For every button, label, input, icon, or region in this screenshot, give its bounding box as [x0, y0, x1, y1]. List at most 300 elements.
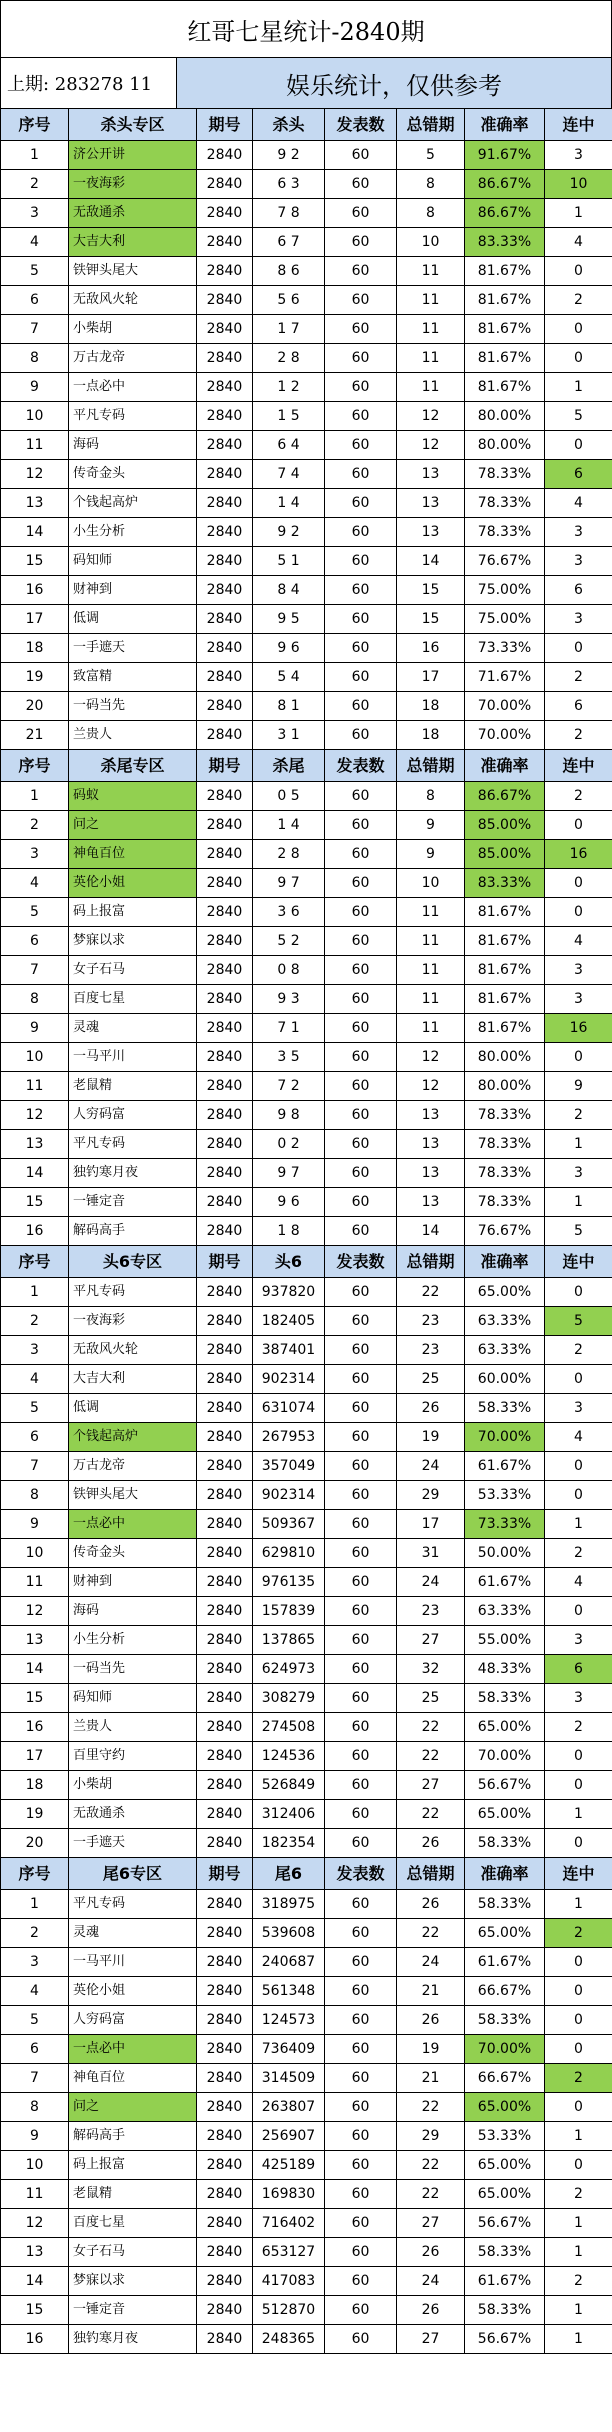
- column-header-streak: 连中: [545, 1858, 612, 1890]
- cell-index: 18: [1, 1771, 69, 1800]
- cell-period: 2840: [197, 1948, 253, 1977]
- cell-prediction: 3 1: [253, 721, 325, 750]
- cell-index: 15: [1, 547, 69, 576]
- cell-accuracy: 58.33%: [465, 1684, 545, 1713]
- cell-streak: 3: [545, 1159, 612, 1188]
- cell-published: 60: [325, 2180, 397, 2209]
- cell-period: 2840: [197, 431, 253, 460]
- cell-period: 2840: [197, 1423, 253, 1452]
- column-header-published: 发表数: [325, 1858, 397, 1890]
- column-header-index: 序号: [1, 109, 69, 141]
- page-title: 红哥七星统计-2840期: [0, 0, 612, 57]
- cell-accuracy: 61.67%: [465, 2267, 545, 2296]
- cell-period: 2840: [197, 518, 253, 547]
- cell-errors: 11: [397, 315, 465, 344]
- cell-prediction: 9 8: [253, 1101, 325, 1130]
- cell-prediction: 976135: [253, 1568, 325, 1597]
- cell-prediction: 9 3: [253, 985, 325, 1014]
- cell-period: 2840: [197, 576, 253, 605]
- cell-accuracy: 66.67%: [465, 1977, 545, 2006]
- cell-accuracy: 81.67%: [465, 1014, 545, 1043]
- column-header-errors: 总错期: [397, 750, 465, 782]
- cell-errors: 27: [397, 1771, 465, 1800]
- column-header-period: 期号: [197, 109, 253, 141]
- cell-accuracy: 75.00%: [465, 576, 545, 605]
- cell-prediction: 631074: [253, 1394, 325, 1423]
- cell-prediction: 9 7: [253, 869, 325, 898]
- cell-name: 财神到: [69, 576, 197, 605]
- cell-errors: 27: [397, 1626, 465, 1655]
- cell-published: 60: [325, 1919, 397, 1948]
- cell-accuracy: 58.33%: [465, 2238, 545, 2267]
- cell-prediction: 312406: [253, 1800, 325, 1829]
- cell-streak: 2: [545, 1101, 612, 1130]
- cell-prediction: 9 6: [253, 634, 325, 663]
- table-row: [1, 1394, 612, 1423]
- cell-name: 问之: [69, 2093, 197, 2122]
- column-header-index: 序号: [1, 1858, 69, 1890]
- cell-period: 2840: [197, 1771, 253, 1800]
- cell-published: 60: [325, 1481, 397, 1510]
- table-row: [1, 898, 612, 927]
- cell-errors: 29: [397, 2122, 465, 2151]
- cell-prediction: 0 5: [253, 782, 325, 811]
- table-row: [1, 721, 612, 750]
- cell-index: 16: [1, 1217, 69, 1246]
- cell-published: 60: [325, 1130, 397, 1159]
- cell-published: 60: [325, 315, 397, 344]
- cell-index: 10: [1, 1043, 69, 1072]
- cell-name: 独钓寒月夜: [69, 1159, 197, 1188]
- cell-accuracy: 81.67%: [465, 286, 545, 315]
- cell-streak: 1: [545, 2296, 612, 2325]
- cell-published: 60: [325, 1188, 397, 1217]
- cell-accuracy: 65.00%: [465, 1800, 545, 1829]
- cell-published: 60: [325, 1043, 397, 1072]
- table-row: [1, 460, 612, 489]
- cell-index: 5: [1, 898, 69, 927]
- cell-period: 2840: [197, 1452, 253, 1481]
- cell-name: 一锤定音: [69, 1188, 197, 1217]
- table-row: [1, 1742, 612, 1771]
- table-row: [1, 605, 612, 634]
- cell-streak: 3: [545, 985, 612, 1014]
- cell-accuracy: 58.33%: [465, 1890, 545, 1919]
- cell-prediction: 137865: [253, 1626, 325, 1655]
- table-row: [1, 141, 612, 170]
- column-header-accuracy: 准确率: [465, 109, 545, 141]
- cell-streak: 6: [545, 576, 612, 605]
- cell-accuracy: 81.67%: [465, 898, 545, 927]
- cell-prediction: 308279: [253, 1684, 325, 1713]
- table-row: [1, 1043, 612, 1072]
- cell-prediction: 8 1: [253, 692, 325, 721]
- cell-prediction: 157839: [253, 1597, 325, 1626]
- cell-name: 低调: [69, 1394, 197, 1423]
- cell-accuracy: 76.67%: [465, 547, 545, 576]
- cell-published: 60: [325, 2035, 397, 2064]
- cell-name: 铁钾头尾大: [69, 1481, 197, 1510]
- cell-name: 平凡专码: [69, 402, 197, 431]
- table-row: [1, 1278, 612, 1307]
- cell-period: 2840: [197, 141, 253, 170]
- cell-period: 2840: [197, 2267, 253, 2296]
- cell-errors: 24: [397, 1568, 465, 1597]
- cell-errors: 26: [397, 2006, 465, 2035]
- cell-streak: 0: [545, 315, 612, 344]
- cell-errors: 24: [397, 1948, 465, 1977]
- table-row: [1, 373, 612, 402]
- cell-period: 2840: [197, 199, 253, 228]
- cell-name: 一点必中: [69, 2035, 197, 2064]
- cell-errors: 22: [397, 1278, 465, 1307]
- cell-errors: 21: [397, 2064, 465, 2093]
- cell-period: 2840: [197, 1188, 253, 1217]
- cell-streak: 2: [545, 1336, 612, 1365]
- cell-published: 60: [325, 1742, 397, 1771]
- table-row: [1, 199, 612, 228]
- cell-published: 60: [325, 2325, 397, 2354]
- column-header-streak: 连中: [545, 1246, 612, 1278]
- cell-period: 2840: [197, 1130, 253, 1159]
- cell-published: 60: [325, 1394, 397, 1423]
- table-row: [1, 1072, 612, 1101]
- cell-errors: 11: [397, 956, 465, 985]
- cell-streak: 5: [545, 1307, 612, 1336]
- cell-streak: 3: [545, 1684, 612, 1713]
- table-row: [1, 315, 612, 344]
- cell-prediction: 1 4: [253, 811, 325, 840]
- cell-errors: 17: [397, 1510, 465, 1539]
- cell-errors: 11: [397, 344, 465, 373]
- cell-streak: 1: [545, 1510, 612, 1539]
- cell-name: 平凡专码: [69, 1130, 197, 1159]
- table-row: [1, 1713, 612, 1742]
- cell-published: 60: [325, 1365, 397, 1394]
- cell-period: 2840: [197, 2180, 253, 2209]
- cell-name: 海码: [69, 1597, 197, 1626]
- table-row: [1, 1800, 612, 1829]
- cell-published: 60: [325, 2093, 397, 2122]
- cell-prediction: 7 4: [253, 460, 325, 489]
- cell-index: 14: [1, 518, 69, 547]
- cell-index: 4: [1, 1977, 69, 2006]
- cell-index: 7: [1, 1452, 69, 1481]
- cell-errors: 15: [397, 605, 465, 634]
- cell-prediction: 248365: [253, 2325, 325, 2354]
- cell-index: 10: [1, 402, 69, 431]
- cell-name: 海码: [69, 431, 197, 460]
- cell-published: 60: [325, 1336, 397, 1365]
- cell-prediction: 1 7: [253, 315, 325, 344]
- cell-streak: 1: [545, 1890, 612, 1919]
- cell-published: 60: [325, 1890, 397, 1919]
- cell-streak: 0: [545, 1742, 612, 1771]
- cell-published: 60: [325, 1159, 397, 1188]
- cell-errors: 19: [397, 1423, 465, 1452]
- table-row: [1, 2064, 612, 2093]
- cell-index: 12: [1, 1101, 69, 1130]
- table-row: [1, 1539, 612, 1568]
- cell-index: 15: [1, 1684, 69, 1713]
- cell-published: 60: [325, 663, 397, 692]
- cell-accuracy: 78.33%: [465, 518, 545, 547]
- cell-published: 60: [325, 898, 397, 927]
- cell-streak: 0: [545, 634, 612, 663]
- column-header-period: 期号: [197, 1858, 253, 1890]
- cell-streak: 2: [545, 2267, 612, 2296]
- cell-streak: 2: [545, 663, 612, 692]
- cell-name: 济公开讲: [69, 141, 197, 170]
- table-row: [1, 1684, 612, 1713]
- cell-name: 个钱起高炉: [69, 489, 197, 518]
- cell-streak: 0: [545, 898, 612, 927]
- cell-accuracy: 50.00%: [465, 1539, 545, 1568]
- table-row: [1, 1948, 612, 1977]
- cell-published: 60: [325, 605, 397, 634]
- cell-errors: 25: [397, 1684, 465, 1713]
- cell-prediction: 736409: [253, 2035, 325, 2064]
- cell-accuracy: 75.00%: [465, 605, 545, 634]
- cell-name: 无敌通杀: [69, 199, 197, 228]
- column-header-errors: 总错期: [397, 1246, 465, 1278]
- cell-prediction: 539608: [253, 1919, 325, 1948]
- table-row: [1, 2238, 612, 2267]
- cell-errors: 22: [397, 1800, 465, 1829]
- table-row: [1, 2093, 612, 2122]
- cell-accuracy: 65.00%: [465, 1713, 545, 1742]
- column-header-accuracy: 准确率: [465, 750, 545, 782]
- cell-prediction: 6 3: [253, 170, 325, 199]
- cell-streak: 0: [545, 1948, 612, 1977]
- cell-prediction: 182405: [253, 1307, 325, 1336]
- cell-index: 13: [1, 1130, 69, 1159]
- cell-index: 21: [1, 721, 69, 750]
- cell-period: 2840: [197, 1890, 253, 1919]
- cell-errors: 24: [397, 2267, 465, 2296]
- table-row: [1, 2296, 612, 2325]
- cell-streak: 0: [545, 1452, 612, 1481]
- cell-index: 2: [1, 1307, 69, 1336]
- cell-index: 19: [1, 663, 69, 692]
- cell-accuracy: 63.33%: [465, 1336, 545, 1365]
- cell-streak: 0: [545, 431, 612, 460]
- table-row: [1, 402, 612, 431]
- cell-name: 一码当先: [69, 692, 197, 721]
- cell-prediction: 256907: [253, 2122, 325, 2151]
- cell-streak: 0: [545, 1278, 612, 1307]
- cell-accuracy: 53.33%: [465, 1481, 545, 1510]
- cell-name: 财神到: [69, 1568, 197, 1597]
- table-row: [1, 1919, 612, 1948]
- cell-prediction: 0 2: [253, 1130, 325, 1159]
- cell-prediction: 9 2: [253, 141, 325, 170]
- cell-index: 9: [1, 373, 69, 402]
- table-row: [1, 257, 612, 286]
- table-row: [1, 2180, 612, 2209]
- cell-index: 15: [1, 2296, 69, 2325]
- cell-errors: 12: [397, 431, 465, 460]
- cell-accuracy: 81.67%: [465, 257, 545, 286]
- cell-errors: 22: [397, 2151, 465, 2180]
- cell-name: 一马平川: [69, 1948, 197, 1977]
- cell-streak: 5: [545, 1217, 612, 1246]
- cell-accuracy: 58.33%: [465, 2296, 545, 2325]
- cell-name: 大吉大利: [69, 1365, 197, 1394]
- table-row: [1, 2122, 612, 2151]
- cell-published: 60: [325, 782, 397, 811]
- cell-errors: 12: [397, 1072, 465, 1101]
- cell-prediction: 182354: [253, 1829, 325, 1858]
- cell-published: 60: [325, 1597, 397, 1626]
- cell-name: 万古龙帝: [69, 344, 197, 373]
- cell-published: 60: [325, 1568, 397, 1597]
- column-header-name: 杀尾专区: [69, 750, 197, 782]
- cell-index: 7: [1, 315, 69, 344]
- cell-errors: 22: [397, 1919, 465, 1948]
- cell-index: 10: [1, 1539, 69, 1568]
- cell-accuracy: 86.67%: [465, 782, 545, 811]
- table-row: [1, 1597, 612, 1626]
- cell-streak: 2: [545, 1539, 612, 1568]
- cell-streak: 0: [545, 2093, 612, 2122]
- table-row: [1, 1626, 612, 1655]
- cell-index: 18: [1, 634, 69, 663]
- cell-name: 神龟百位: [69, 2064, 197, 2093]
- cell-streak: 2: [545, 1713, 612, 1742]
- cell-accuracy: 78.33%: [465, 1159, 545, 1188]
- cell-published: 60: [325, 2296, 397, 2325]
- cell-period: 2840: [197, 1684, 253, 1713]
- cell-period: 2840: [197, 257, 253, 286]
- cell-index: 3: [1, 1948, 69, 1977]
- cell-streak: 4: [545, 1423, 612, 1452]
- cell-name: 个钱起高炉: [69, 1423, 197, 1452]
- cell-index: 2: [1, 170, 69, 199]
- cell-prediction: 169830: [253, 2180, 325, 2209]
- cell-prediction: 2 8: [253, 840, 325, 869]
- cell-accuracy: 53.33%: [465, 2122, 545, 2151]
- table-row: [1, 2151, 612, 2180]
- cell-published: 60: [325, 1072, 397, 1101]
- cell-period: 2840: [197, 1101, 253, 1130]
- cell-prediction: 9 2: [253, 518, 325, 547]
- cell-index: 12: [1, 460, 69, 489]
- cell-prediction: 124573: [253, 2006, 325, 2035]
- cell-streak: 0: [545, 1597, 612, 1626]
- cell-errors: 21: [397, 1977, 465, 2006]
- cell-streak: 4: [545, 1568, 612, 1597]
- cell-period: 2840: [197, 2122, 253, 2151]
- cell-index: 8: [1, 1481, 69, 1510]
- cell-prediction: 1 8: [253, 1217, 325, 1246]
- cell-published: 60: [325, 576, 397, 605]
- cell-index: 2: [1, 811, 69, 840]
- cell-name: 大吉大利: [69, 228, 197, 257]
- cell-errors: 13: [397, 1130, 465, 1159]
- cell-errors: 13: [397, 518, 465, 547]
- cell-published: 60: [325, 199, 397, 228]
- cell-accuracy: 83.33%: [465, 869, 545, 898]
- cell-prediction: 314509: [253, 2064, 325, 2093]
- cell-errors: 11: [397, 927, 465, 956]
- cell-errors: 22: [397, 2093, 465, 2122]
- cell-streak: 4: [545, 489, 612, 518]
- column-header-prediction: 杀尾: [253, 750, 325, 782]
- cell-published: 60: [325, 2151, 397, 2180]
- cell-name: 一点必中: [69, 373, 197, 402]
- table-row: [1, 869, 612, 898]
- table-row: [1, 692, 612, 721]
- cell-published: 60: [325, 2267, 397, 2296]
- cell-published: 60: [325, 956, 397, 985]
- cell-accuracy: 48.33%: [465, 1655, 545, 1684]
- cell-prediction: 2 8: [253, 344, 325, 373]
- table-row: [1, 2006, 612, 2035]
- cell-accuracy: 78.33%: [465, 1101, 545, 1130]
- cell-errors: 22: [397, 2180, 465, 2209]
- table-row: [1, 1101, 612, 1130]
- cell-errors: 14: [397, 1217, 465, 1246]
- cell-name: 铁钾头尾大: [69, 257, 197, 286]
- cell-period: 2840: [197, 1014, 253, 1043]
- cell-prediction: 526849: [253, 1771, 325, 1800]
- column-header-published: 发表数: [325, 750, 397, 782]
- cell-period: 2840: [197, 898, 253, 927]
- cell-errors: 23: [397, 1307, 465, 1336]
- cell-index: 6: [1, 927, 69, 956]
- cell-published: 60: [325, 2064, 397, 2093]
- cell-accuracy: 70.00%: [465, 2035, 545, 2064]
- cell-name: 万古龙帝: [69, 1452, 197, 1481]
- cell-index: 3: [1, 840, 69, 869]
- cell-index: 11: [1, 431, 69, 460]
- cell-accuracy: 81.67%: [465, 315, 545, 344]
- cell-errors: 8: [397, 170, 465, 199]
- cell-prediction: 357049: [253, 1452, 325, 1481]
- table-row: [1, 1423, 612, 1452]
- cell-errors: 27: [397, 2209, 465, 2238]
- cell-name: 灵魂: [69, 1919, 197, 1948]
- cell-prediction: 3 5: [253, 1043, 325, 1072]
- cell-accuracy: 81.67%: [465, 344, 545, 373]
- cell-period: 2840: [197, 344, 253, 373]
- cell-prediction: 624973: [253, 1655, 325, 1684]
- cell-prediction: 3 6: [253, 898, 325, 927]
- cell-published: 60: [325, 1655, 397, 1684]
- cell-streak: 1: [545, 199, 612, 228]
- cell-period: 2840: [197, 170, 253, 199]
- table-row: [1, 782, 612, 811]
- cell-period: 2840: [197, 1597, 253, 1626]
- cell-prediction: 5 1: [253, 547, 325, 576]
- column-header-accuracy: 准确率: [465, 1858, 545, 1890]
- cell-name: 老鼠精: [69, 2180, 197, 2209]
- cell-period: 2840: [197, 547, 253, 576]
- cell-prediction: 629810: [253, 1539, 325, 1568]
- cell-name: 梦寐以求: [69, 927, 197, 956]
- cell-prediction: 5 6: [253, 286, 325, 315]
- cell-period: 2840: [197, 1394, 253, 1423]
- cell-errors: 8: [397, 199, 465, 228]
- table-row: [1, 1481, 612, 1510]
- table-row: [1, 1336, 612, 1365]
- cell-streak: 0: [545, 1481, 612, 1510]
- cell-period: 2840: [197, 2238, 253, 2267]
- cell-prediction: 1 4: [253, 489, 325, 518]
- cell-index: 16: [1, 1713, 69, 1742]
- cell-published: 60: [325, 2209, 397, 2238]
